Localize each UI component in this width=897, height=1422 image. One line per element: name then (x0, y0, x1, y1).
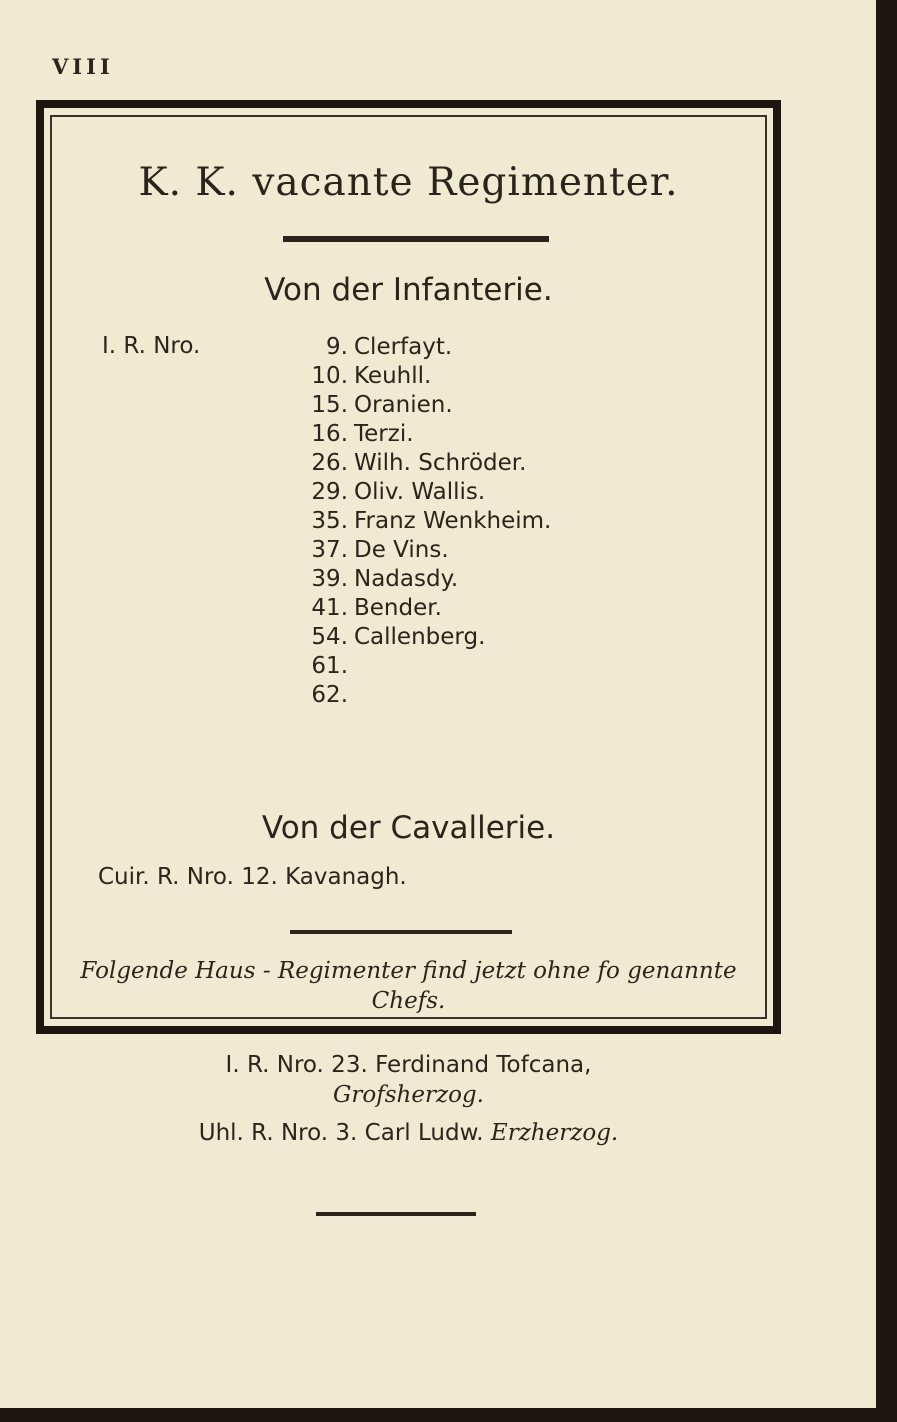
haus-regiment-title: Erzherzog. (490, 1120, 619, 1146)
end-divider (316, 1212, 476, 1216)
regiment-name: Oranien. (354, 392, 453, 418)
title-divider (283, 236, 549, 242)
list-item (268, 478, 551, 507)
list-item (268, 536, 551, 565)
regiment-number: 62. (311, 682, 348, 708)
regiment-name: Bender. (354, 595, 442, 621)
page-bottom-shadow (0, 1408, 897, 1422)
haus-regiment-name: Ferdinand Tofcana, (375, 1052, 592, 1078)
page-title: K. K. vacante Regimenter. (138, 160, 679, 205)
page-number: VIII (52, 54, 114, 79)
infantry-regiment-list (268, 333, 551, 710)
regiment-number: 26. (311, 450, 348, 476)
regiment-number: 41. (311, 595, 348, 621)
list-item (268, 362, 551, 391)
haus-regiment-title: Grofsherzog. (333, 1082, 484, 1108)
list-item (268, 681, 551, 710)
section-divider (290, 930, 512, 934)
haus-regiment-note: Folgende Haus - Regimenter find jetzt ohne fo genannte Chefs. (80, 958, 737, 1014)
page-edge-shadow (876, 0, 897, 1422)
list-item (268, 391, 551, 420)
regiment-number: 10. (311, 363, 348, 389)
list-item (268, 594, 551, 623)
regiment-number: 39. (311, 566, 348, 592)
regiment-name: Terzi. (354, 421, 414, 447)
list-item (268, 333, 551, 362)
list-item (268, 420, 551, 449)
regiment-name: Franz Wenkheim. (354, 508, 552, 534)
regiment-number: 15. (311, 392, 348, 418)
list-item (268, 623, 551, 652)
regiment-number: 54. (311, 624, 348, 650)
regiment-name: Oliv. Wallis. (354, 479, 486, 505)
regiment-number: 61. (311, 653, 348, 679)
haus-regiment-name: Carl Ludw. (364, 1120, 484, 1146)
regiment-name: Keuhll. (354, 363, 432, 389)
haus-regiment-row (50, 1050, 767, 1080)
regiment-name: Nadasdy. (354, 566, 459, 592)
list-item (268, 652, 551, 681)
haus-regiment-prefix: I. R. Nro. 23. (225, 1052, 368, 1078)
list-item (268, 449, 551, 478)
regiment-number: 29. (311, 479, 348, 505)
cavalry-heading: Von der Cavallerie. (261, 810, 556, 846)
regiment-number: 35. (311, 508, 348, 534)
infantry-heading: Von der Infanterie. (264, 272, 553, 308)
regiment-name: Callenberg. (354, 624, 486, 650)
list-item (268, 507, 551, 536)
haus-regiment-row (50, 1118, 767, 1148)
regiment-name: De Vins. (354, 537, 449, 563)
regiment-number: 9. (326, 334, 348, 360)
cavalry-regiment: Cuir. R. Nro. 12. Kavanagh. (98, 864, 407, 890)
infantry-prefix: I. R. Nro. (102, 333, 201, 359)
regiment-number: 37. (311, 537, 348, 563)
haus-regiment-prefix: Uhl. R. Nro. 3. (198, 1120, 358, 1146)
regiment-name: Clerfayt. (354, 334, 453, 360)
regiment-number: 16. (311, 421, 348, 447)
list-item (268, 565, 551, 594)
regiment-name: Wilh. Schröder. (354, 450, 527, 476)
